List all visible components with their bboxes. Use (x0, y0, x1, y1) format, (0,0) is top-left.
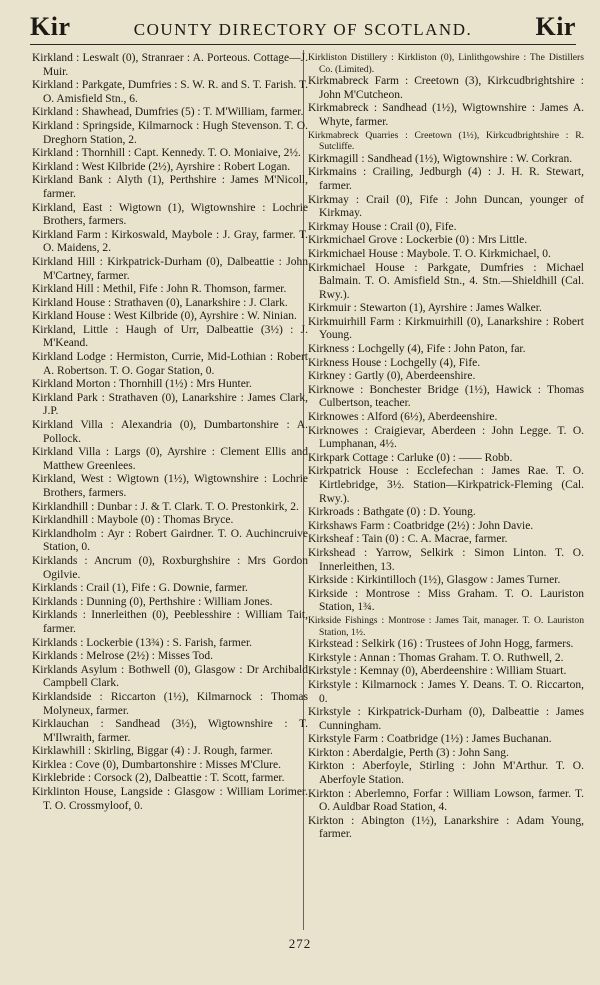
directory-entry: Kirkmay House : Crail (0), Fife. (308, 220, 457, 233)
directory-entry: Kirklands : Ancrum (0), Roxburghshire : Mrs Gordon Ogilvie. (32, 554, 308, 581)
directory-entry: Kirkland : Thornhill : Capt. Kennedy. T. O. Moniaive, 2½. (32, 147, 301, 160)
directory-entry: Kirklebride : Corsock (2), Dalbeattie : T. Scott, farmer. (32, 772, 285, 785)
directory-entry: Kirkland House : Strathaven (0), Lanarkshire : J. Clark. (32, 296, 288, 309)
directory-entry: Kirkton : Aberfoyle, Stirling : John M'Arthur. T. O. Aberfoyle Station. (308, 760, 584, 787)
directory-entry: Kirkton : Aberlemno, Forfar : William Lowson, farmer. T. O. Auldbar Road Station, 4. (308, 787, 584, 814)
header-rule (30, 44, 576, 45)
directory-entry: Kirkside : Montrose : Miss Graham. T. O. Lauriston Station, 1¾. (308, 587, 584, 614)
page-number: 272 (288, 936, 312, 951)
directory-entry: Kirkmichael House : Maybole. T. O. Kirkmichael, 0. (308, 247, 551, 260)
directory-entry: Kirkland, East : Wigtown (1), Wigtownshire : Lochrie Brothers, farmers. (32, 201, 308, 228)
directory-entry: Kirklinton House, Langside : Glasgow : William Lorimer. T. O. Crossmyloof, 0. (32, 786, 308, 812)
directory-entry: Kirkland Morton : Thornhill (1½) : Mrs Hunter. (32, 378, 252, 391)
header-right-word: Kir (535, 12, 576, 41)
directory-entry: Kirkshead : Yarrow, Selkirk : Simon Linton. T. O. Innerleithen, 13. (308, 546, 584, 573)
directory-entry: Kirkside : Kirkintilloch (1½), Glasgow : James Turner. (308, 574, 561, 587)
directory-entry: Kirkney : Gartly (0), Aberdeenshire. (308, 370, 476, 383)
directory-entry: Kirkland Hill : Kirkpatrick-Durham (0), Dalbeattie : John M'Cartney, farmer. (32, 255, 308, 282)
directory-entry: Kirkland Hill : Methil, Fife : John R. Thomson, farmer. (32, 283, 287, 296)
directory-entry: Kirkroads : Bathgate (0) : D. Young. (308, 506, 476, 519)
directory-entry: Kirklandhill : Maybole (0) : Thomas Bryce. (32, 514, 234, 527)
directory-entry: Kirkstyle : Kirkpatrick-Durham (0), Dalbeattie : James Cunningham. (308, 706, 584, 732)
directory-entry: Kirklands : Dunning (0), Perthshire : William Jones. (32, 595, 273, 608)
directory-entry: Kirklandhill : Dunbar : J. & T. Clark. T. O. Prestonkirk, 2. (32, 500, 299, 513)
directory-entry: Kirkmabreck : Sandhead (1½), Wigtownshire : James A. Whyte, farmer. (308, 102, 584, 128)
directory-entry: Kirkland, West : Wigtown (1½), Wigtownshire : Lochrie Brothers, farmers. (32, 473, 308, 499)
directory-entry: Kirkland Park : Strathaven (0), Lanarkshire : James Clark, J.P. (32, 391, 308, 418)
directory-entry: Kirkstyle : Kemnay (0), Aberdeenshire : William Stuart. (308, 665, 567, 678)
directory-entry: Kirklawhill : Skirling, Biggar (4) : J. Rough, farmer. (32, 745, 273, 758)
directory-entry: Kirknowe : Bonchester Bridge (1½), Hawick : Thomas Culbertson, teacher. (308, 383, 584, 410)
directory-entry: Kirkmichael House : Parkgate, Dumfries : Michael Balmain. T. O. Amisfield Stn., 4. Stn.—Shieldhill (Cal. Rwy.). (308, 261, 584, 301)
directory-entry: Kirkton : Aberdalgie, Perth (3) : John Sang. (308, 746, 509, 759)
header-left-word: Kir (30, 12, 71, 41)
directory-entry: Kirknowes : Alford (6½), Aberdeenshire. (308, 411, 498, 424)
directory-entry: Kirkmains : Crailing, Jedburgh (4) : J. H. R. Stewart, farmer. (308, 166, 584, 192)
header-title: COUNTY DIRECTORY OF SCOTLAND. (133, 20, 473, 39)
directory-entry: Kirkness House : Lochgelly (4), Fife. (308, 356, 481, 369)
directory-entry: Kirkland Villa : Alexandria (0), Dumbartonshire : A. Pollock. (32, 419, 308, 445)
directory-entry: Kirkpatrick House : Ecclefechan : James Rae. T. O. Kirtlebridge, 3½. Station—Kirkpatrick-Fleming (Cal. Rwy.). (308, 465, 584, 505)
directory-entry: Kirkstead : Selkirk (16) : Trustees of John Hogg, farmers. (308, 638, 574, 651)
page-header (30, 12, 576, 42)
directory-entry: Kirklands : Innerleithen (0), Peeblesshire : William Tait, farmer. (32, 609, 308, 635)
directory-entry: Kirkton : Abington (1½), Lanarkshire : Adam Young, farmer. (308, 814, 584, 841)
directory-entry: Kirkstyle : Kilmarnock : James Y. Deans. T. O. Riccarton, 0. (308, 678, 584, 705)
directory-entry: Kirkland House : West Kilbride (0), Ayrshire : W. Ninian. (32, 310, 297, 323)
directory-entry: Kirklea : Cove (0), Dumbartonshire : Misses M'Clure. (32, 758, 281, 771)
directory-entry: Kirkmabreck Farm : Creetown (3), Kirkcudbrightshire : John M'Cutcheon. (308, 75, 584, 101)
left-column (32, 52, 308, 813)
right-column (308, 52, 584, 842)
directory-entry: Kirklands : Crail (1), Fife : G. Downie, farmer. (32, 582, 248, 595)
directory-entry: Kirkland Bank : Alyth (1), Perthshire : James M'Nicoll, farmer. (32, 174, 308, 200)
directory-entry: Kirksheaf : Tain (0) : C. A. Macrae, farmer. (308, 533, 508, 546)
directory-entry: Kirkstyle : Annan : Thomas Graham. T. O. Ruthwell, 2. (308, 651, 564, 664)
directory-entry: Kirkmabreck Quarries : Creetown (1½), Kirkcudbrightshire : R. Sutcliffe. (308, 129, 584, 153)
directory-entry: Kirkshaws Farm : Coatbridge (2½) : John Davie. (308, 519, 534, 532)
directory-entry: Kirklands : Melrose (2½) : Misses Tod. (32, 650, 214, 663)
directory-entry: Kirkmuir : Stewarton (1), Ayrshire : James Walker. (308, 302, 542, 315)
directory-entry: Kirkland : Leswalt (0), Stranraer : A. Porteous. Cottage—J. Muir. (32, 52, 308, 78)
directory-entry: Kirklands : Lockerbie (13¾) : S. Farish, farmer. (32, 636, 253, 649)
directory-entry: Kirkness : Lochgelly (4), Fife : John Paton, far. (308, 343, 526, 356)
directory-entry: Kirkland : West Kilbride (2½), Ayrshire : Robert Logan. (32, 160, 291, 173)
directory-entry: Kirkmichael Grove : Lockerbie (0) : Mrs Little. (308, 234, 528, 247)
directory-entry: Kirkland : Springside, Kilmarnock : Hugh Stevenson. T. O. Dreghorn Station, 2. (32, 119, 308, 146)
directory-entry: Kirkmagill : Sandhead (1½), Wigtownshire : W. Corkran. (308, 152, 573, 165)
directory-entry: Kirkmay : Crail (0), Fife : John Duncan, younger of Kirkmay. (308, 193, 584, 220)
directory-entry: Kirkland Lodge : Hermiston, Currie, Mid-Lothian : Robert A. Robertson. T. O. Gogar Station, 0. (32, 351, 308, 377)
directory-entry: Kirkland Farm : Kirkoswald, Maybole : J. Gray, farmer. T. O. Maidens, 2. (32, 228, 308, 255)
directory-entry: Kirkliston Distillery : Kirkliston (0), Linlithgowshire : The Distillers Co. (Limited). (308, 52, 584, 75)
directory-entry: Kirknowes : Craigievar, Aberdeen : John Legge. T. O. Lumphanan, 4½. (308, 424, 584, 451)
directory-entry: Kirkland, Little : Haugh of Urr, Dalbeattie (3½) : J. M'Keand. (32, 323, 308, 350)
directory-entry: Kirkland : Parkgate, Dumfries : S. W. R. and S. T. Farish. T. O. Amisfield Stn., 6. (32, 79, 308, 105)
directory-entry: Kirklandholm : Ayr : Robert Gairdner. T. O. Auchincruive Station, 0. (32, 527, 308, 554)
directory-entry: Kirkside Fishings : Montrose : James Tait, manager. T. O. Lauriston Station, 1½. (308, 614, 584, 638)
directory-entry: Kirkstyle Farm : Coatbridge (1½) : James Buchanan. (308, 733, 552, 746)
directory-entry: Kirkland : Shawhead, Dumfries (5) : T. M'William, farmer. (32, 106, 304, 119)
directory-entry: Kirklandside : Riccarton (1½), Kilmarnock : Thomas Molyneux, farmer. (32, 690, 308, 717)
directory-entry: Kirklauchan : Sandhead (3½), Wigtownshire : T. M'Ilwraith, farmer. (32, 718, 308, 744)
directory-entry: Kirkmuirhill Farm : Kirkmuirhill (0), Lanarkshire : Robert Young. (308, 315, 584, 342)
directory-entry: Kirkland Villa : Largs (0), Ayrshire : Clement Ellis and Matthew Greenlees. (32, 446, 308, 472)
directory-entry: Kirklands Asylum : Bothwell (0), Glasgow : Dr Archibald Campbell Clark. (32, 663, 308, 690)
directory-entry: Kirkpark Cottage : Carluke (0) : —— Robb. (308, 451, 513, 464)
